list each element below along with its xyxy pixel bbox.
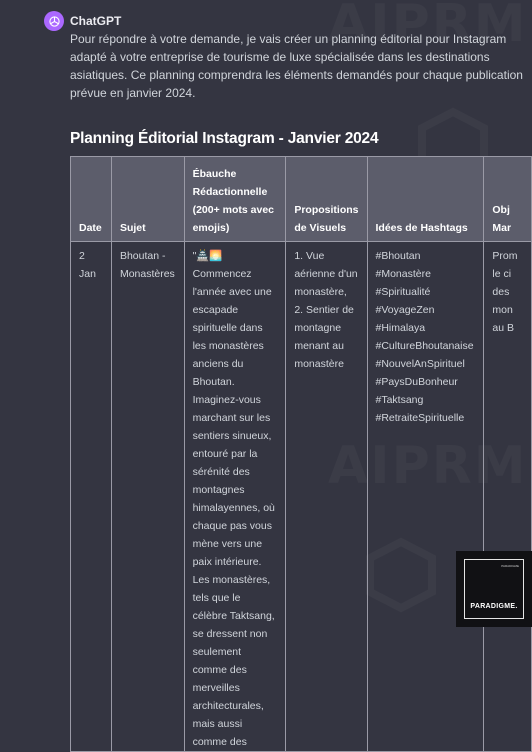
paradigme-label: PARADIGME. — [470, 603, 518, 610]
hashtag: #Himalaya — [375, 322, 426, 334]
paradigme-badge — [456, 551, 532, 627]
hashtag: #RetraiteSpirituelle — [375, 412, 465, 424]
cell-ebauche: "🏯🌅 Commencez l'année avec une escapade spirituelle dans les monastères anciens du Bhoutan. Imaginez-vous marchant sur les sentiers sinueux, entouré par la sérénité des montagnes himalayennes, où chaque pas vous mène vers une paix intérieure. Les monastères, tels que le célèbre Taktsang, se dressent non seulement comme des merveilles architecturales, mais aussi comme des — [184, 242, 286, 752]
planning-heading: Planning Éditorial Instagram - Janvier 2024 — [70, 130, 379, 147]
chatgpt-avatar — [44, 11, 64, 31]
message-author: ChatGPT — [70, 14, 122, 28]
cell-sujet: Bhoutan - Monastères — [111, 242, 184, 752]
paradigme-frame — [464, 559, 524, 619]
planning-table-wrapper[interactable] — [70, 156, 532, 752]
hashtag: #Monastère — [375, 268, 431, 280]
paradigme-tiny-label: PARADIGME — [501, 564, 519, 568]
hashtag: #Taktsang — [375, 394, 424, 406]
hashtag: #NouvelAnSpirituel — [375, 358, 465, 370]
header-date: Date — [71, 157, 112, 242]
cell-propositions: 1. Vue aérienne d'un monastère, 2. Sentier de montagne menant au monastère — [286, 242, 367, 752]
message-header — [44, 11, 121, 31]
header-hashtags: Idées de Hashtags — [367, 157, 484, 242]
cell-objectif: Prom le ci des mon au B — [484, 242, 532, 752]
hashtag: #VoyageZen — [375, 304, 435, 316]
hashtag: #PaysDuBonheur — [375, 376, 458, 388]
hashtag: #Bhoutan — [375, 250, 421, 262]
planning-table — [70, 156, 532, 752]
header-sujet: Sujet — [111, 157, 184, 242]
hashtag: #Spiritualité — [375, 286, 431, 298]
header-ebauche: Ébauche Rédactionnelle (200+ mots avec emojis) — [184, 157, 286, 242]
message-intro-text: Pour répondre à votre demande, je vais créer un planning éditorial pour Instagram adapté à votre entreprise de tourisme de luxe spécialisée dans les destinations asiatiques. Ce planning comprendra les éléments demandés pour chaque publication prévue en janvier 2024. — [70, 32, 523, 100]
cell-date: 2 Jan — [71, 242, 112, 752]
table-header-row — [71, 157, 532, 242]
cell-hashtags — [367, 242, 484, 752]
table-row — [71, 242, 532, 752]
header-objectif: Obj Mar — [484, 157, 532, 242]
hashtag: #CultureBhoutanaise — [375, 340, 474, 352]
header-propositions: Propositions de Visuels — [286, 157, 367, 242]
openai-logo-icon — [48, 15, 61, 28]
